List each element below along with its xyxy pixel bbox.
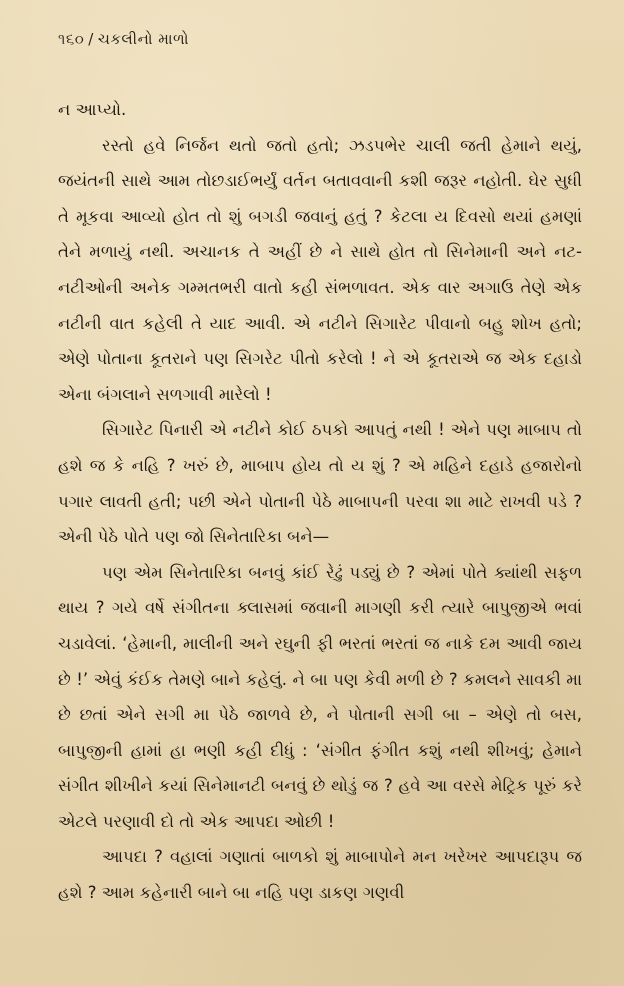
paragraph: પણ એમ સિનેતારિકા બનવું કાંઈ રેઢું પડ્યું છે ? એમાં પોતે ક્યાંથી સફળ થાય ? ગયે વર્ષે સંગીતના ક્લાસમાં જવાની માગણી કરી ત્યારે બાપુજીએ ભવાં ચડાવેલાં. ‘હેમાની, માલીની અને રઘુની ફી ભરતાં ભરતાં જ નાકે દમ આવી જાય છે !’ એવું કંઈક તેમણે બાને કહેલું. ને બા પણ કેવી મળી છે ? કમલને સાવકી મા છે છતાં એને સગી મા પેઠે જાળવે છે, ને પોતાની સગી બા – એણે તો બસ, બાપુજીની હામાં હા ભણી કહી દીધું : ‘સંગીત ફંગીત કશું નથી શીખવું; હેમાને સંગીત શીખીને કયાં સિનેમાનટી બનવું છે થોડું જ ? હવે આ વરસે મેટ્રિક પૂરું કરે એટલે પરણાવી દો તો એક આપદા ઓછી ! bbox=[58, 562, 582, 831]
paragraph: આપદા ? વહાલાં ગણાતાં બાળકો શું માબાપોને મન ખરેખર આપદારૂપ જ હશે ? આમ કહેનારી બાને બા નહિ પણ ડાકણ ગણવી bbox=[58, 847, 582, 903]
header-separator: / bbox=[88, 30, 94, 48]
page-number: ૧૬૦ bbox=[58, 30, 85, 48]
running-head bbox=[58, 30, 582, 48]
paragraph-continuation: ન આપ્યો. bbox=[58, 100, 127, 119]
paragraph: રસ્તો હવે નિર્જન થતો જતો હતો; ઝડપભેર ચાલી જતી હેમાને થયું, જયંતની સાથે આમ તોછડાઈભર્યું વર્તન બતાવવાની કશી જરૂર નહોતી. ઘેર સુધી તે મૂકવા આવ્યો હોત તો શું બગડી જવાનું હતું ? કેટલા ય દિવસો થયાં હમણાં તેને મળાયું નથી. અચાનક તે અહીં છે ને સાથે હોત તો સિનેમાની અને નટ-નટીઓની અનેક ગમ્મતભરી વાતો કહી સંભળાવત. એક વાર અગાઉ તેણે એક નટીની વાત કહેલી તે યાદ આવી. એ નટીને સિગારેટ પીવાનો બહુ શોખ હતો; એણે પોતાના કૂતરાને પણ સિગરેટ પીતો કરેલો ! ને એ કૂતરાએ જ એક દહાડો એના બંગલાને સળગાવી મારેલો ! bbox=[58, 135, 582, 404]
body-text bbox=[58, 92, 582, 911]
book-title: ચકલીનો માળો bbox=[97, 30, 189, 48]
paragraph: સિગારેટ પિનારી એ નટીને કોઈ ઠપકો આપતું નથી ! એને પણ માબાપ તો હશે જ કે નહિ ? ખરું છે, માબાપ હોય તો ય શું ? એ મહિને દહાડે હજારોનો પગાર લાવતી હતી; પછી એને પોતાની પેઠે માબાપની પરવા શા માટે રાખવી પડે ? એની પેઠે પોતે પણ જો સિનેતારિકા બને— bbox=[58, 420, 582, 547]
